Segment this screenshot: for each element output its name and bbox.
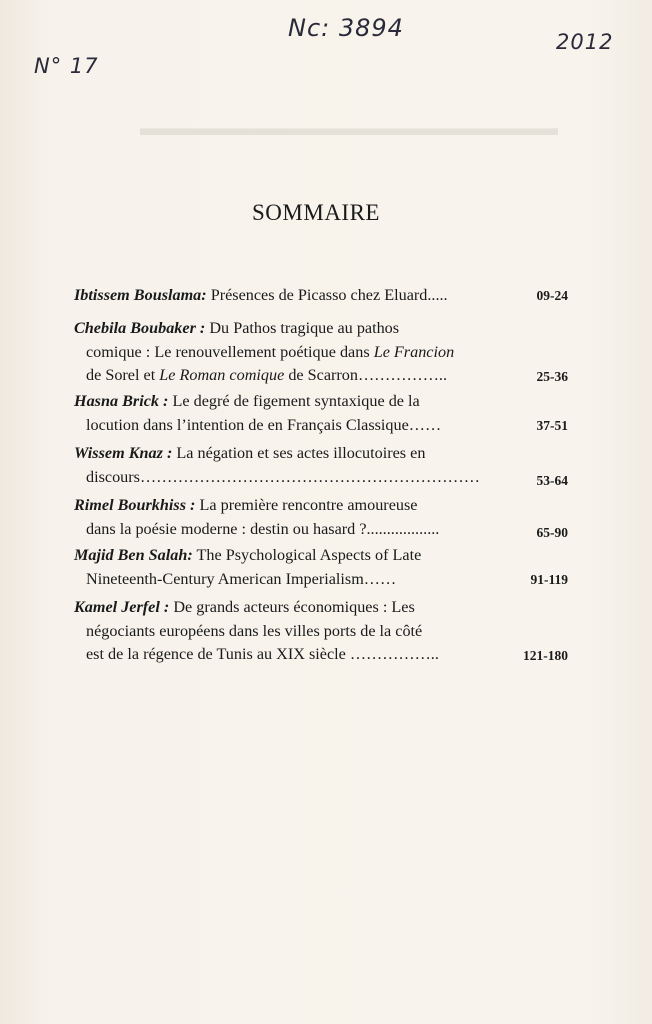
entry-text-segment: comique : Le renouvellement poétique dans bbox=[86, 342, 374, 361]
entry-author: Hasna Brick : bbox=[74, 392, 169, 410]
toc-entry bbox=[74, 284, 568, 317]
entry-title-line2: Nineteenth-Century American Imperialism…… bbox=[86, 569, 397, 588]
entry-title-line2: négociants européens dans les villes ports de la côté bbox=[86, 621, 423, 640]
handwritten-year: 2012 bbox=[556, 30, 614, 54]
entry-author: Wissem Knaz : bbox=[74, 444, 173, 462]
handwritten-issue-number: N° 17 bbox=[34, 54, 99, 78]
entry-author: Chebila Boubaker : bbox=[74, 319, 206, 337]
entry-pages: 53-64 bbox=[536, 473, 568, 488]
entry-title-line3: est de la régence de Tunis au XIX siècle …………….. bbox=[86, 645, 439, 663]
entry-title-line2: locution dans l’intention de en Français Classique…… bbox=[86, 415, 442, 434]
toc-entry bbox=[74, 596, 568, 671]
entry-pages: 65-90 bbox=[536, 525, 568, 540]
show-through-decoration: ▬▬▬▬▬▬▬▬▬▬▬▬▬▬▬▬▬▬▬ bbox=[140, 115, 558, 140]
entry-title-line1: Le degré de figement syntaxique de la bbox=[172, 392, 420, 410]
entry-author: Ibtissem Bouslama: bbox=[74, 286, 207, 304]
entry-pages: 91-119 bbox=[530, 572, 568, 587]
toc-entry-text bbox=[74, 494, 494, 541]
entry-italic-title: Le Francion bbox=[373, 342, 455, 361]
toc-entry bbox=[74, 442, 568, 494]
entry-title-line1: De grands acteurs économiques : Les bbox=[173, 598, 415, 616]
entry-text-segment: de Sorel et bbox=[86, 366, 160, 384]
table-of-contents bbox=[74, 284, 568, 671]
entry-title: Présences de Picasso chez Eluard..... bbox=[210, 286, 448, 304]
entry-title-line3 bbox=[74, 364, 494, 388]
entry-pages: 37-51 bbox=[536, 418, 568, 433]
toc-entry-text bbox=[74, 284, 504, 308]
toc-entry-text bbox=[74, 544, 494, 591]
toc-entry bbox=[74, 390, 568, 442]
toc-entry bbox=[74, 317, 568, 390]
entry-author: Kamel Jerfel : bbox=[74, 598, 170, 616]
toc-entry-text bbox=[74, 596, 494, 667]
entry-title-line1: La négation et ses actes illocutoires en bbox=[176, 444, 426, 462]
toc-entry bbox=[74, 494, 568, 544]
entry-title-line2 bbox=[74, 341, 494, 365]
entry-title-line1: The Psychological Aspects of Late bbox=[196, 546, 422, 564]
entry-title-line1: Du Pathos tragique au pathos bbox=[209, 319, 400, 337]
entry-author: Majid Ben Salah: bbox=[74, 546, 193, 564]
toc-entry-text bbox=[74, 317, 494, 388]
entry-title-line2: discours……………………………………………………… bbox=[86, 467, 480, 486]
entry-italic-title: Le Roman comique bbox=[159, 366, 285, 384]
entry-pages: 25-36 bbox=[536, 369, 568, 384]
toc-entry bbox=[74, 544, 568, 596]
entry-title-line2: dans la poésie moderne : destin ou hasard ?.................. bbox=[86, 519, 440, 538]
entry-author: Rimel Bourkhiss : bbox=[74, 496, 196, 514]
entry-pages: 121-180 bbox=[523, 648, 568, 663]
entry-text-segment: de Scarron…………….. bbox=[284, 366, 448, 384]
toc-entry-text bbox=[74, 442, 494, 489]
toc-entry-text bbox=[74, 390, 494, 437]
entry-pages: 09-24 bbox=[536, 288, 568, 303]
page-title: SOMMAIRE bbox=[252, 200, 380, 225]
entry-title-line1: La première rencontre amoureuse bbox=[199, 496, 418, 514]
handwritten-call-number: Nc: 3894 bbox=[288, 14, 404, 42]
